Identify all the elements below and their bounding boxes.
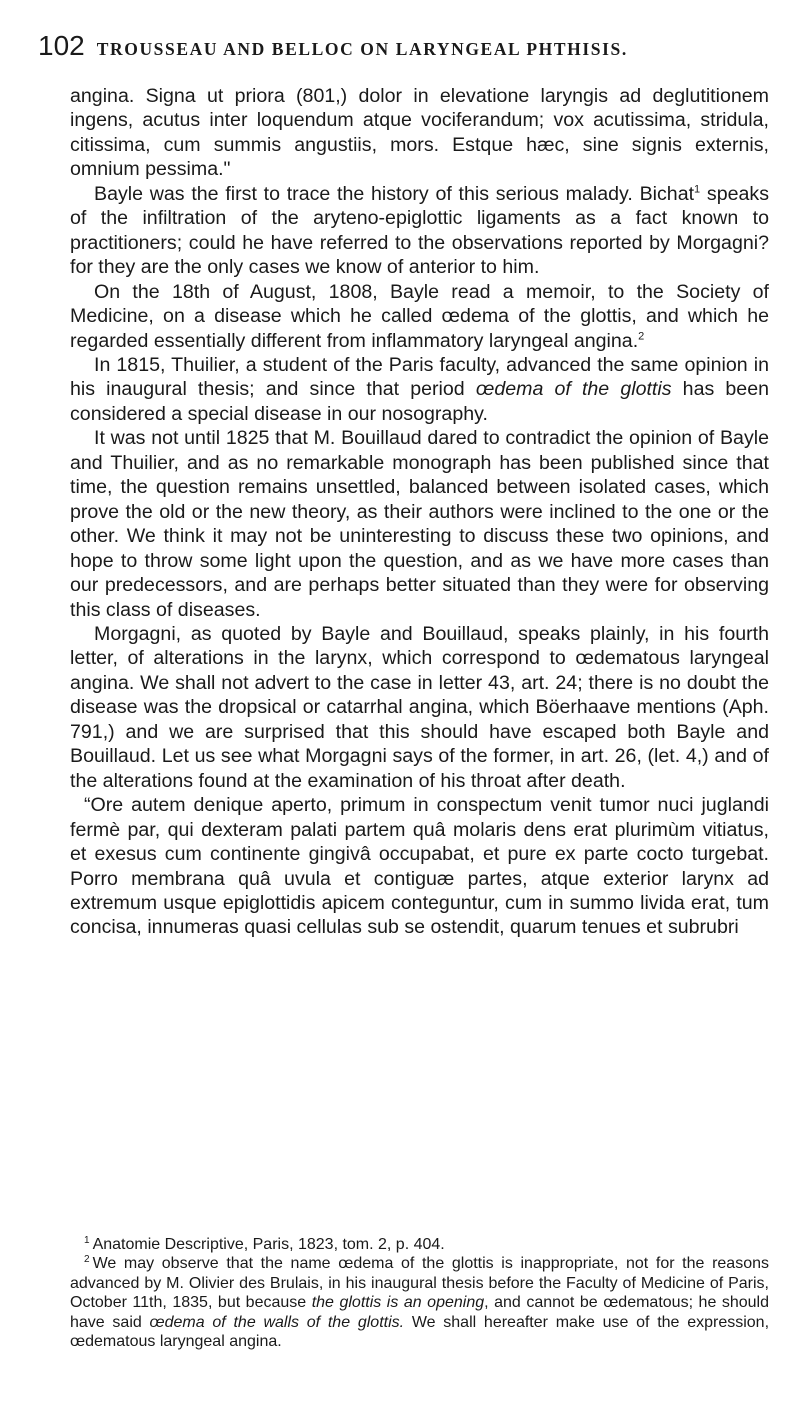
paragraph-1: angina. Signa ut priora (801,) dolor in elevatione laryngis ad deglutitionem ingens, acutus inter loquendum atque vociferandum; vox acutissima, stridula, citissima, cum summis angustiis, mors. Estque hæc, sine signis externis, omnium pessima." [70,85,769,181]
paragraph-6: Morgagni, as quoted by Bayle and Bouillaud, speaks plainly, in his fourth letter, of alterations in the larynx, which correspond to œdematous laryngeal angina. We shall not advert to the case in letter 43, art. 24; there is no doubt the disease was the dropsical or catarrhal angina, which Böerhaave mentions (Aph. 791,) and we are surprised that this should have escaped both Bayle and Bouillaud. Let us see what Morgagni says of the former, in art. 26, (let. 4,) and of the alterations found at the examination of his throat after death. [70,622,769,792]
footnote-2-mark: 2 [84,1254,90,1266]
page-number: 102 [38,30,85,61]
paragraph-3: On the 18th of August, 1808, Bayle read a memoir, to the Society of Medicine, on a disease which he called œdema of the glottis, and which he regarded essentially different from inflammatory laryngeal angina.$^2$ [70,280,769,352]
footnote-2: $^2$ We may observe that the name œdema of the glottis is inappropriate, not for the reasons advanced by M. Olivier des Brulais, in his inaugural thesis before the Faculty of Medicine of Paris, October 11th, 1835, but because the glottis is an opening, and cannot be œdematous; he should have said œdema of the walls of the glottis. We shall hereafter make use of the expression, œdematous laryngeal angina. [70,1254,770,1351]
footnote-1: $^1$ Anatomie Descriptive, Paris, 1823, tom. 2, p. 404. [84,1234,445,1253]
body-text [70,84,769,940]
paragraph-5: It was not until 1825 that M. Bouillaud dared to contradict the opinion of Bayle and Thuilier, and as no remarkable monograph has been published since that time, the question remains unsettled, balanced between isolated cases, which prove the old or the new theory, as their authors were inclined to the one or the other. We think it may not be uninteresting to discuss these two opinions, and hope to throw some light upon the question, and as we have more cases than our predecessors, and are perhaps better situated than they were for observing this class of diseases. [70,427,769,621]
footnote-ref-2[interactable]: 2 [638,330,645,342]
running-head [38,30,764,64]
footnotes [70,1235,769,1351]
paragraph-4: In 1815, Thuilier, a student of the Paris faculty, advanced the same opinion in his inaugural thesis; and since that period œdema of the glottis has been considered a special disease in our nosography. [70,353,769,425]
emphasis-oedema-of-glottis: œdema of the glottis [475,378,672,401]
footnote-ref-1[interactable]: 1 [694,183,701,196]
paragraph-2: Bayle was the first to trace the history of this serious malady. Bichat$^1$ speaks of the infiltration of the aryteno-epiglottic ligaments as a fact known to practitioners; could he have referred to the observations reported by Morgagni? for they are the only cases we know of anterior to him. [70,182,769,279]
running-title: TROUSSEAU AND BELLOC ON LARYNGEAL PHTHISIS. [96,39,628,59]
footnote-1-mark: 1 [84,1234,90,1246]
latin-quotation: “Ore autem denique aperto, primum in conspectum venit tumor nuci juglandi fermè par, qui dexteram palati partem quâ molaris dens erat plurimùm vitiatus, et exesus cum continente gingivâ occupabat, et pure ex parte cocto turgebat. Porro membrana quâ uvula et contiguæ partes, atque exterior larynx ad extremum usque epiglottidis apicem conteguntur, cum in summo livida erat, tum concisa, innumeras quasi cellulas sub se ostendit, quarum tenues et subrubri [70,794,769,939]
